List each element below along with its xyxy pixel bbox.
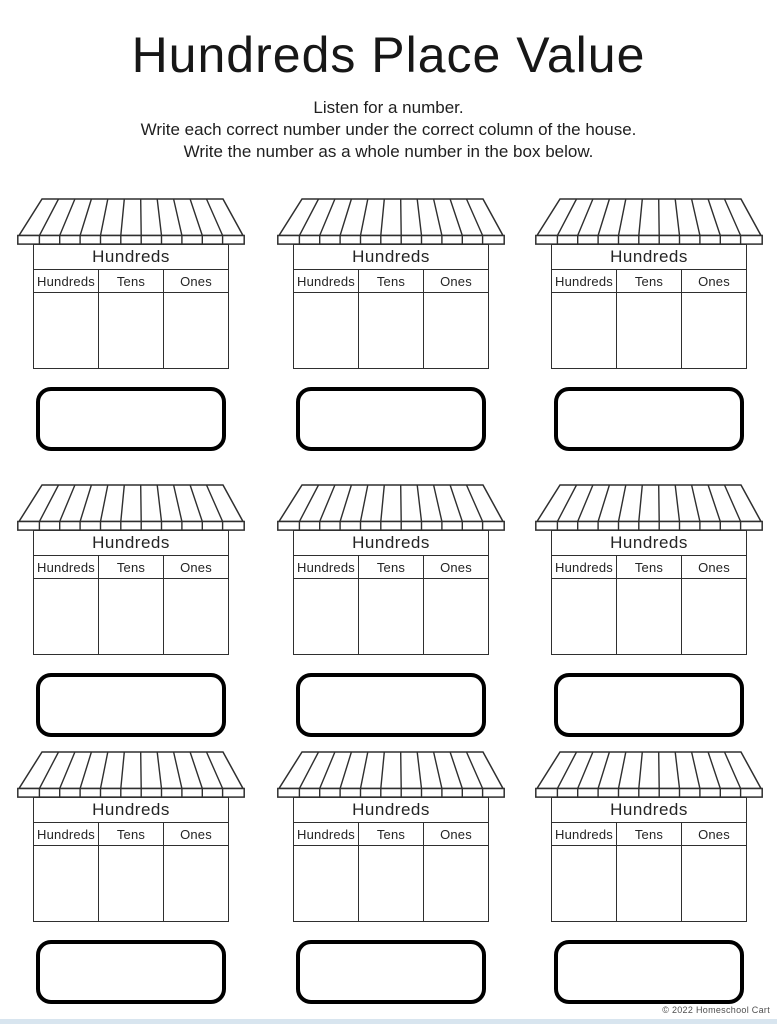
house-unit: [17, 483, 245, 736]
house-roof-icon: [17, 197, 245, 245]
house-banner: Hundreds: [34, 798, 228, 823]
instruction-line-1: Listen for a number.: [313, 98, 464, 117]
col-header-tens: Tens: [359, 270, 424, 292]
tens-cell[interactable]: [359, 846, 424, 921]
table-header-row: [294, 556, 488, 579]
house-unit: [277, 750, 505, 1003]
tens-cell[interactable]: [617, 293, 682, 368]
place-value-table: [293, 530, 489, 655]
col-header-tens: Tens: [99, 823, 164, 845]
col-header-hundreds: Hundreds: [294, 556, 359, 578]
col-header-ones: Ones: [440, 826, 472, 842]
house-banner: Hundreds: [34, 531, 228, 556]
answer-box[interactable]: [36, 673, 226, 737]
tens-cell[interactable]: [617, 579, 682, 654]
tens-cell[interactable]: [99, 579, 164, 654]
house-roof-icon: [535, 483, 763, 531]
col-header-tens: Tens: [99, 556, 164, 578]
house-roof-icon: [277, 483, 505, 531]
ones-cell[interactable]: [164, 579, 228, 654]
hundreds-cell[interactable]: [34, 846, 99, 921]
ones-cell[interactable]: [424, 579, 488, 654]
col-header-ones: Ones: [440, 273, 472, 289]
tens-cell[interactable]: [617, 846, 682, 921]
table-header-row: [34, 556, 228, 579]
answer-box[interactable]: [296, 387, 486, 451]
house-unit: [535, 197, 763, 450]
place-value-table: [33, 244, 229, 369]
place-value-table: [33, 797, 229, 922]
col-header-hundreds: Hundreds: [34, 270, 99, 292]
tens-cell[interactable]: [359, 293, 424, 368]
house-unit: [17, 750, 245, 1003]
col-header-tens: Tens: [359, 556, 424, 578]
house-unit: [535, 750, 763, 1003]
col-header-ones: Ones: [698, 559, 730, 575]
place-value-table: [551, 797, 747, 922]
instruction-line-2: Write each correct number under the correct column of the house.: [140, 120, 637, 139]
house-unit: [277, 483, 505, 736]
house-roof-icon: [535, 750, 763, 798]
table-body-row: [34, 293, 228, 368]
house-unit: [17, 197, 245, 450]
col-header-ones: Ones: [180, 559, 212, 575]
place-value-table: [293, 797, 489, 922]
answer-box[interactable]: [36, 387, 226, 451]
ones-cell[interactable]: [424, 846, 488, 921]
house-unit: [277, 197, 505, 450]
answer-box[interactable]: [554, 940, 744, 1004]
place-value-table: [33, 530, 229, 655]
house-banner: Hundreds: [552, 245, 746, 270]
place-value-table: [551, 530, 747, 655]
house-banner: Hundreds: [294, 245, 488, 270]
table-body-row: [294, 579, 488, 654]
table-body-row: [552, 846, 746, 921]
hundreds-cell[interactable]: [294, 293, 359, 368]
col-header-tens: Tens: [617, 556, 682, 578]
table-body-row: [294, 293, 488, 368]
answer-box[interactable]: [554, 673, 744, 737]
tens-cell[interactable]: [99, 846, 164, 921]
house-banner: Hundreds: [294, 531, 488, 556]
house-banner: Hundreds: [34, 245, 228, 270]
col-header-tens: Tens: [617, 823, 682, 845]
house-roof-icon: [17, 483, 245, 531]
ones-cell[interactable]: [424, 293, 488, 368]
house-roof-icon: [277, 197, 505, 245]
col-header-ones: Ones: [180, 273, 212, 289]
col-header-hundreds: Hundreds: [552, 823, 617, 845]
table-header-row: [552, 270, 746, 293]
col-header-hundreds: Hundreds: [34, 823, 99, 845]
answer-box[interactable]: [296, 673, 486, 737]
place-value-table: [551, 244, 747, 369]
answer-box[interactable]: [36, 940, 226, 1004]
ones-cell[interactable]: [682, 846, 746, 921]
col-header-hundreds: Hundreds: [552, 270, 617, 292]
hundreds-cell[interactable]: [34, 293, 99, 368]
house-banner: Hundreds: [294, 798, 488, 823]
instruction-line-3: Write the number as a whole number in the box below.: [183, 142, 594, 161]
house-roof-icon: [535, 197, 763, 245]
tens-cell[interactable]: [359, 579, 424, 654]
page-title: Hundreds Place Value: [131, 27, 646, 83]
col-header-tens: Tens: [359, 823, 424, 845]
hundreds-cell[interactable]: [294, 579, 359, 654]
place-value-table: [293, 244, 489, 369]
col-header-ones: Ones: [698, 826, 730, 842]
hundreds-cell[interactable]: [34, 579, 99, 654]
tens-cell[interactable]: [99, 293, 164, 368]
col-header-ones: Ones: [180, 826, 212, 842]
col-header-hundreds: Hundreds: [34, 556, 99, 578]
hundreds-cell[interactable]: [552, 579, 617, 654]
table-header-row: [294, 270, 488, 293]
table-header-row: [552, 823, 746, 846]
table-body-row: [294, 846, 488, 921]
col-header-ones: Ones: [698, 273, 730, 289]
answer-box[interactable]: [296, 940, 486, 1004]
table-body-row: [34, 579, 228, 654]
house-roof-icon: [277, 750, 505, 798]
table-header-row: [34, 823, 228, 846]
table-body-row: [552, 293, 746, 368]
hundreds-cell[interactable]: [552, 846, 617, 921]
house-banner: Hundreds: [552, 531, 746, 556]
col-header-hundreds: Hundreds: [294, 270, 359, 292]
ones-cell[interactable]: [164, 846, 228, 921]
col-header-tens: Tens: [617, 270, 682, 292]
house-unit: [535, 483, 763, 736]
table-body-row: [34, 846, 228, 921]
col-header-tens: Tens: [99, 270, 164, 292]
ones-cell[interactable]: [164, 293, 228, 368]
instructions: [0, 97, 777, 163]
hundreds-cell[interactable]: [294, 846, 359, 921]
copyright-text: © 2022 Homeschool Cart: [662, 1005, 770, 1015]
table-header-row: [34, 270, 228, 293]
table-header-row: [294, 823, 488, 846]
page-bottom-strip: [0, 1019, 777, 1024]
table-header-row: [552, 556, 746, 579]
hundreds-cell[interactable]: [552, 293, 617, 368]
house-roof-icon: [17, 750, 245, 798]
col-header-hundreds: Hundreds: [552, 556, 617, 578]
house-banner: Hundreds: [552, 798, 746, 823]
table-body-row: [552, 579, 746, 654]
col-header-ones: Ones: [440, 559, 472, 575]
col-header-hundreds: Hundreds: [294, 823, 359, 845]
ones-cell[interactable]: [682, 293, 746, 368]
answer-box[interactable]: [554, 387, 744, 451]
ones-cell[interactable]: [682, 579, 746, 654]
